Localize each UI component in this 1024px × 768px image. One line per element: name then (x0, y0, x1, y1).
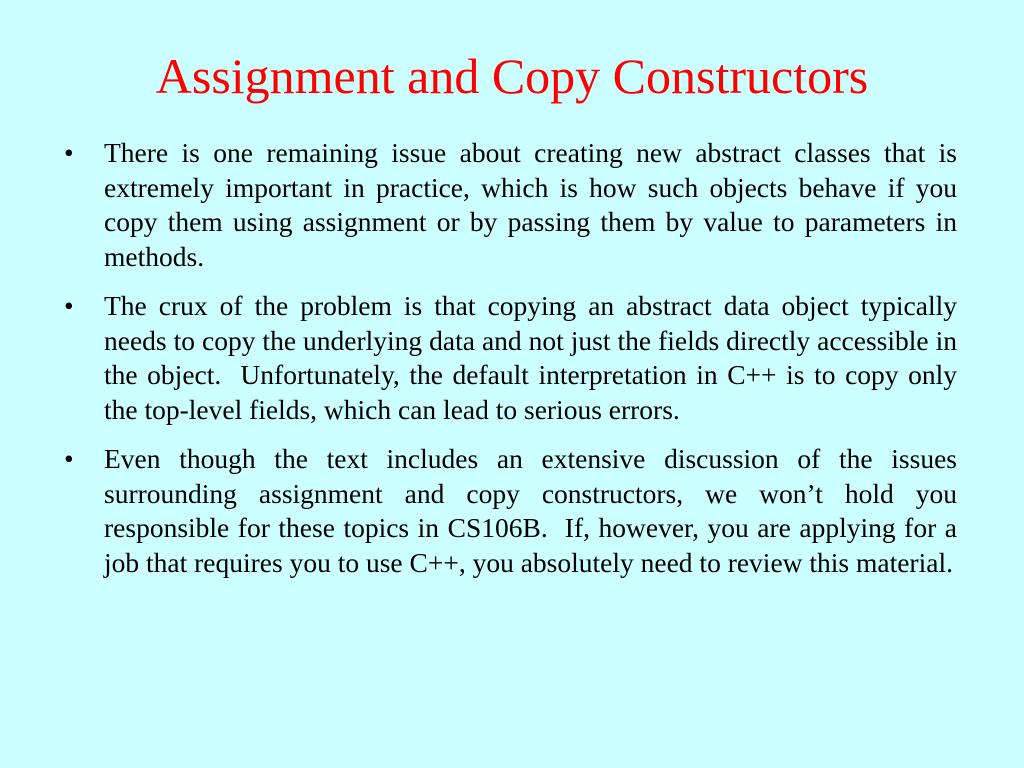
slide-title: Assignment and Copy Constructors (155, 48, 869, 104)
bullet-icon: • (64, 290, 74, 321)
bullet-text: Even though the text includes an extensive discussion of the issues surrounding assignment and copy constructors, we won’t hold you responsible for these topics in CS106B. If, however, you are applying for a job that requires you to use C++, you absolutely need to review this material. (104, 443, 964, 578)
bullet-item-2 (60, 289, 964, 427)
bullet-item-3 (60, 442, 964, 580)
bullet-icon: • (64, 137, 74, 168)
bullet-icon: • (64, 443, 74, 474)
bullet-text: There is one remaining issue about creating new abstract classes that is extremely important in practice, which is how such objects behave if you copy them using assignment or by passing them by value to parameters in methods. (104, 137, 964, 272)
bullet-item-1 (60, 136, 964, 274)
bullet-list (60, 136, 964, 595)
bullet-text: The crux of the problem is that copying an abstract data object typically needs to copy the underlying data and not just the fields directly accessible in the object. Unfortunately, the default interpretation in C++ is to copy only the top-level fields, which can lead to serious errors. (104, 290, 964, 425)
